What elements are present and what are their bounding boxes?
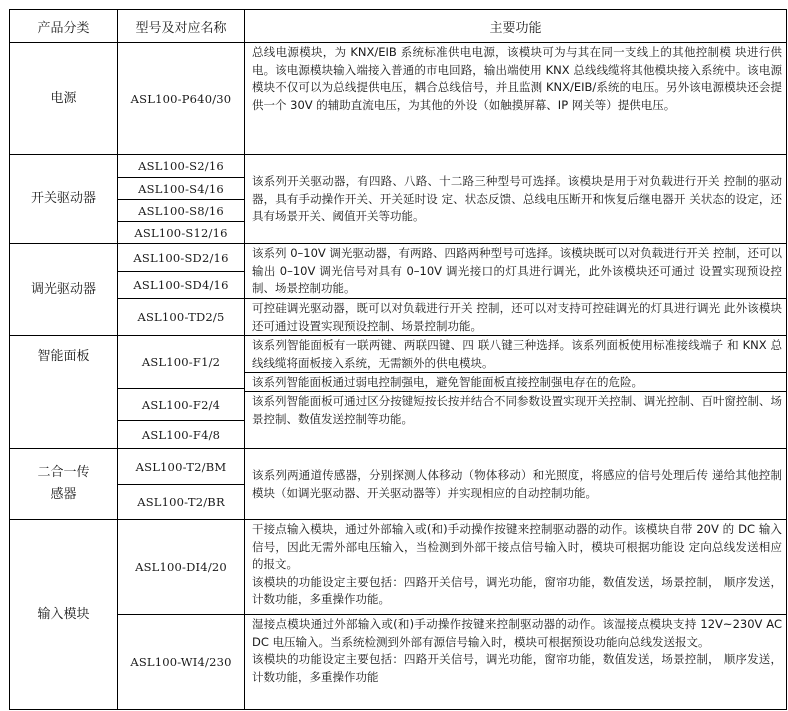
model-cell: ASL100-S12/16	[118, 222, 245, 244]
function-text: 该系列智能面板可通过区分按键短按长按并结合不同参数设置实现开关控制、调光控制、百叶窗控制、场景控制、数值发送控制等功能。	[252, 394, 782, 426]
model-cell: ASL100-DI4/20	[118, 520, 245, 615]
model-cell: ASL100-TD2/5	[118, 299, 245, 336]
function-cell	[245, 155, 787, 244]
function-cell	[245, 299, 787, 336]
function-cell	[245, 244, 787, 299]
function-text: 该系列智能面板通过弱电控制强电，避免智能面板直接控制强电存在的危险。	[252, 375, 643, 389]
category-line: 二合一传	[37, 465, 90, 480]
function-text: 该系列两通道传感器，分别探测人体移动（物体移动）和光照度，将感应的信号处理后传 递给其他控制模块（如调光驱动器、开关驱动器等）并实现相应的自动控制功能。	[252, 467, 782, 500]
model-cell: ASL100-F4/8	[118, 421, 245, 449]
model-cell: ASL100-S4/16	[118, 178, 245, 200]
function-text: 该系列 0–10V 调光驱动器，有两路、四路两种型号可选择。该模块既可以对负载进行开关 控制，还可以输出 0–10V 调光信号对具有 0–10V 调光接口的灯具进行调光，此外该模块还可通过 设置实现预设控制、场景控制功能。	[252, 246, 782, 296]
function-cell	[245, 449, 787, 520]
function-text: 可控硅调光驱动器，既可以对负载进行开关 控制，还可以对支持可控硅调光的灯具进行调光 此外该模块还可通过设置实现预设控制、场景控制功能。	[252, 301, 782, 333]
function-text: 该系列智能面板有一联两键、两联四键、四 联八键三种选择。该系列面板使用标准接线端子 和 KNX 总线线缆将面板接入系统，无需额外的供电模块。	[252, 338, 782, 370]
category-dimming-actuator: 调光驱动器	[10, 244, 118, 336]
function-text: 湿接点模块通过外部输入或(和)手动操作按键来控制驱动器的动作。该湿接点模块支持 12V~230V AC DC 电压输入。当系统检测到外部有源信号输入时，模块可根据预设功能向总线发送报文。	[252, 617, 782, 649]
header-model: 型号及对应名称	[118, 10, 245, 43]
category-smart-panel: 智能面板	[10, 336, 118, 449]
category-line: 感器	[50, 487, 77, 502]
function-text: 该系列开关驱动器，有四路、八路、十二路三种型号可选择。该模块是用于对负载进行开关 控制的驱动器，具有手动操作开关、开关延时设 定、状态反馈、总线电压断开和恢复后继电器开 关状态的设定，还具有场景开关、阈值开关等功能。	[252, 174, 782, 224]
header-function: 主要功能	[245, 10, 787, 43]
function-cell	[245, 336, 787, 373]
model-cell: ASL100-F1/2	[118, 336, 245, 389]
model-cell: ASL100-F2/4	[118, 389, 245, 421]
function-text: 干接点输入模块，通过外部输入或(和)手动操作按键来控制驱动器的动作。该模块自带 20V 的 DC 输入信号，因此无需外部电压输入，当检测到外部干接点信号输入时，模块可根据功能设 定向总线发送相应的报文。	[252, 522, 782, 572]
function-cell	[245, 43, 787, 155]
category-switch-actuator: 开关驱动器	[10, 155, 118, 244]
model-cell: ASL100-T2/BM	[118, 449, 245, 485]
model-cell: ASL100-S2/16	[118, 155, 245, 178]
model-cell: ASL100-WI4/230	[118, 615, 245, 710]
category-dual-sensor	[10, 449, 118, 520]
header-category: 产品分类	[10, 10, 118, 43]
model-cell: ASL100-T2/BR	[118, 485, 245, 520]
function-text: 该模块的功能设定主要包括：四路开关信号，调光功能，窗帘功能，数值发送，场景控制， 顺序发送，计数功能，多重操作功能	[252, 652, 782, 684]
category-power: 电源	[10, 43, 118, 155]
function-cell	[245, 392, 787, 449]
function-cell	[245, 373, 787, 392]
category-input-module: 输入模块	[10, 520, 118, 710]
model-cell: ASL100-SD2/16	[118, 244, 245, 272]
function-text: 总线电源模块，为 KNX/EIB 系统标准供电电源，该模块可为与其在同一支线上的其他控制模 块进行供电。该电源模块输入端接入普通的市电回路，输出端使用 KNX 总线线缆将其他模块接入系统中。该电源模块不仅可以为总线提供电压，耦合总线信号，并且监测 KNX/EIB/系统的电压。另外该电源模块还会提供一个 30V 的辅助直流电压，为其他的外设（如触摸屏幕、IP 网关等）提供电压。	[252, 45, 782, 112]
function-text: 该模块的功能设定主要包括：四路开关信号，调光功能，窗帘功能，数值发送，场景控制， 顺序发送，计数功能，多重操作功能。	[252, 574, 782, 607]
function-cell	[245, 520, 787, 615]
model-cell: ASL100-SD4/16	[118, 272, 245, 299]
function-cell	[245, 615, 787, 710]
model-cell: ASL100-P640/30	[118, 43, 245, 155]
model-cell: ASL100-S8/16	[118, 200, 245, 222]
